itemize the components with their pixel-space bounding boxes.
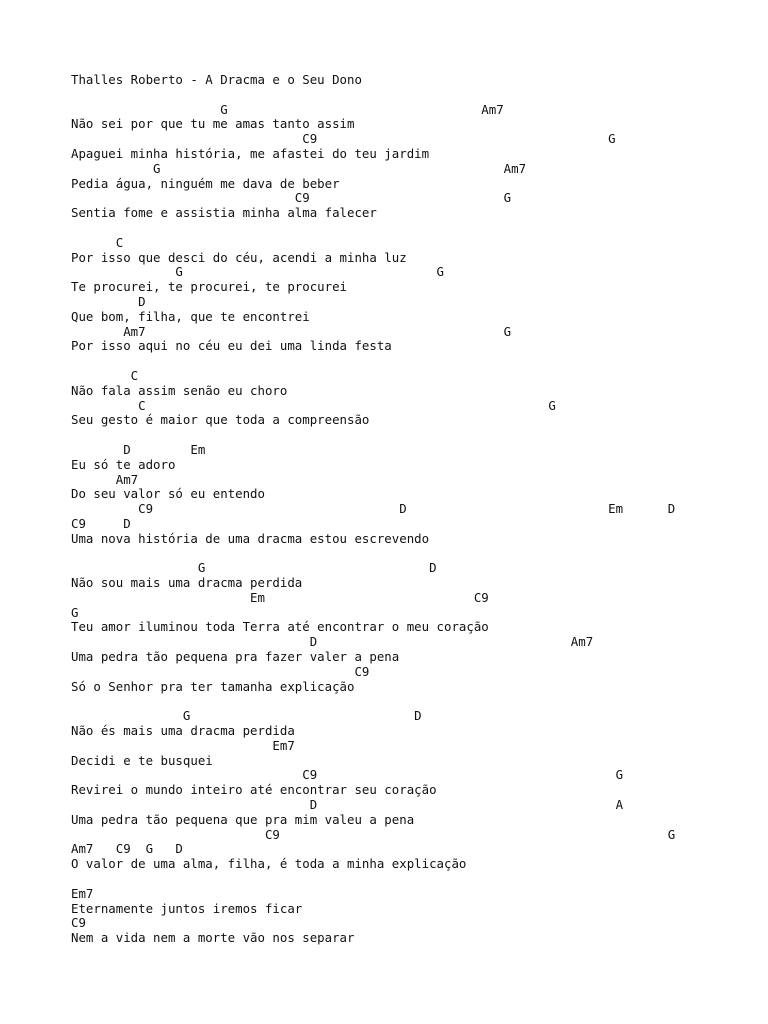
song-line: G G	[71, 264, 444, 280]
song-line: C	[71, 367, 139, 383]
song-line: Não sei por que tu me amas tanto assim	[71, 116, 355, 132]
song-line: Por isso que desci do céu, acendi a minha luz	[71, 249, 407, 265]
song-line: D A	[71, 797, 624, 813]
song-line: Por isso aqui no céu eu dei uma linda festa	[71, 338, 392, 354]
song-line: Uma nova história de uma dracma estou escrevendo	[71, 530, 430, 546]
blank-line	[71, 694, 675, 709]
song-line: C9 G	[71, 826, 676, 842]
song-line: G	[71, 604, 79, 620]
song-line: Pedia água, ninguém me dava de beber	[71, 175, 340, 191]
song-line: Não és mais uma dracma perdida	[71, 723, 295, 739]
song-line: C G	[71, 397, 556, 413]
song-line: Uma pedra tão pequena pra fazer valer a pena	[71, 649, 400, 665]
song-line: Nem a vida nem a morte vão nos separar	[71, 930, 355, 946]
blank-line	[71, 547, 675, 562]
blank-line	[71, 428, 675, 443]
song-line: C9 D Em D	[71, 501, 676, 517]
blank-line	[71, 221, 675, 236]
song-line: Não sou mais uma dracma perdida	[71, 575, 303, 591]
song-line: Teu amor iluminou toda Terra até encontrar o meu coração	[71, 619, 489, 635]
song-line: C9	[71, 915, 86, 931]
song-line: O valor de uma alma, filha, é toda a minha explicação	[71, 856, 467, 872]
song-line: Só o Senhor pra ter tamanha explicação	[71, 678, 355, 694]
song-line: Apaguei minha história, me afastei do teu jardim	[71, 145, 430, 161]
song-line: D Em	[71, 441, 206, 457]
song-line: Sentia fome e assistia minha alma falecer	[71, 205, 377, 221]
song-line: C9	[71, 663, 370, 679]
blank-line	[71, 354, 675, 369]
song-line: Te procurei, te procurei, te procurei	[71, 279, 348, 295]
song-line: Em7	[71, 885, 94, 901]
song-line: G D	[71, 560, 437, 576]
song-line: C9 G	[71, 190, 512, 206]
song-line: G D	[71, 708, 422, 724]
song-line: Em7	[71, 737, 295, 753]
song-line: Do seu valor só eu entendo	[71, 486, 265, 502]
song-line: Am7 C9 G D	[71, 841, 183, 857]
song-line: D Am7	[71, 634, 594, 650]
song-line: Em C9	[71, 589, 489, 605]
song-line: G Am7	[71, 101, 504, 117]
song-line: Eu só te adoro	[71, 456, 176, 472]
song-line: Uma pedra tão pequena que pra mim valeu a pena	[71, 811, 415, 827]
song-line: G Am7	[71, 160, 527, 176]
blank-line	[71, 88, 675, 103]
song-line: Eternamente juntos iremos ficar	[71, 900, 303, 916]
song-line: Revirei o mundo inteiro até encontrar seu coração	[71, 782, 437, 798]
song-line: Seu gesto é maior que toda a compreensão	[71, 412, 370, 428]
song-line: D	[71, 293, 146, 309]
song-line: Am7 G	[71, 323, 512, 339]
song-line: C9 D	[71, 515, 131, 531]
song-document	[71, 73, 675, 946]
song-line: C9 G	[71, 131, 616, 147]
song-line: Decidi e te busquei	[71, 752, 213, 768]
song-line: C9 G	[71, 767, 624, 783]
lyrics-body	[71, 88, 675, 946]
song-line: C	[71, 234, 124, 250]
song-line: Que bom, filha, que te encontrei	[71, 308, 310, 324]
song-line: Am7	[71, 471, 139, 487]
blank-line	[71, 872, 675, 887]
song-line: Não fala assim senão eu choro	[71, 382, 288, 398]
song-title: Thalles Roberto - A Dracma e o Seu Dono	[71, 72, 362, 87]
